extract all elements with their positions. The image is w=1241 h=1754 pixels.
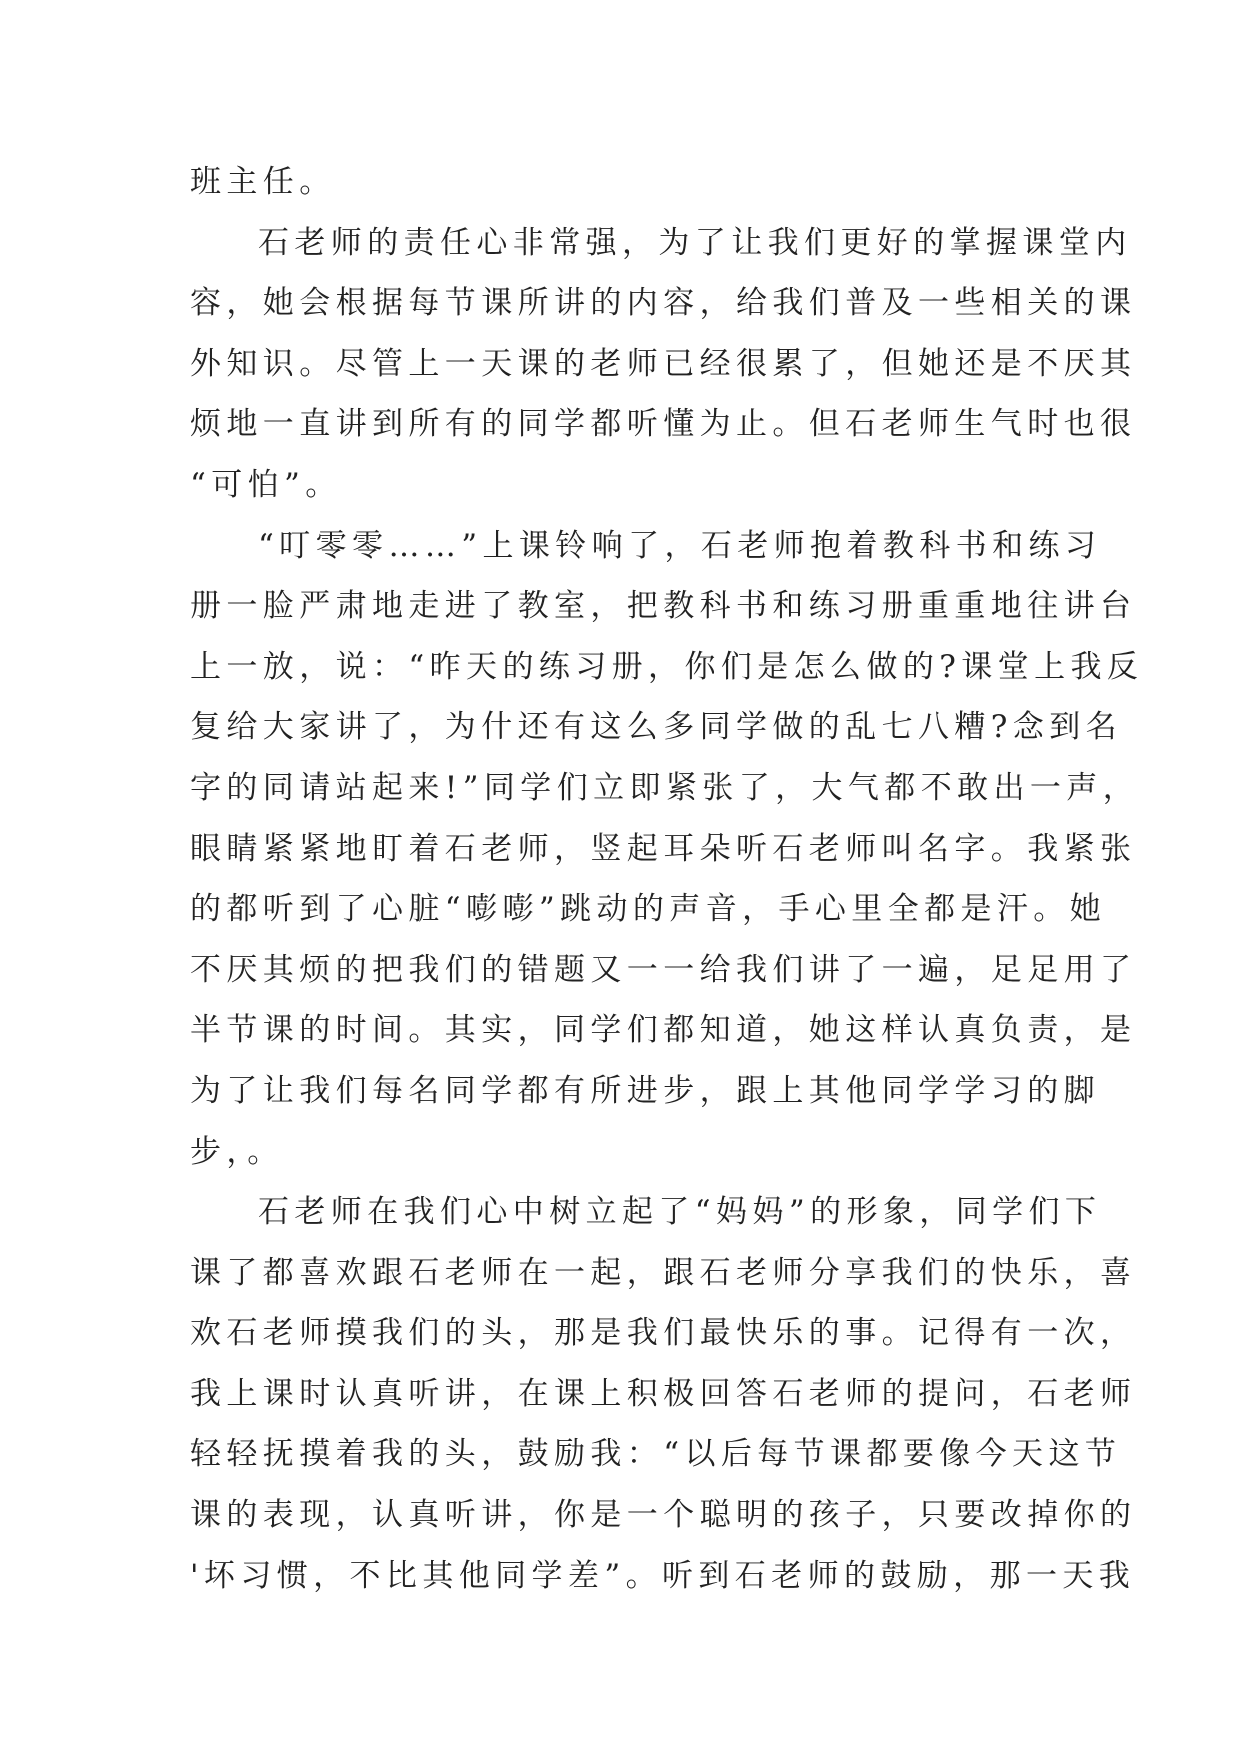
paragraph-first-line: 石老师在我们心中树立起了“妈妈”的形象，同学们下 — [258, 1194, 1102, 1231]
text-line: 课了都喜欢跟石老师在一起，跟石老师分享我们的快乐，喜 — [190, 1254, 1137, 1291]
text-line: 欢石老师摸我们的头，那是我们最快乐的事。记得有一次， — [190, 1315, 1137, 1352]
text-line: 字的同请站起来!”同学们立即紧张了，大气都不敢出一声， — [190, 769, 1140, 806]
text-line: 烦地一直讲到所有的同学都听懂为止。但石老师生气时也很 — [190, 406, 1137, 443]
text-line: 课的表现，认真听讲，你是一个聪明的孩子，只要改掉你的 — [190, 1497, 1137, 1534]
text-line: “可怕”。 — [190, 466, 342, 503]
paragraph-first-line: “叮零零……”上课铃响了，石老师抱着教科书和练习 — [258, 527, 1102, 564]
text-line: 轻轻抚摸着我的头，鼓励我：“以后每节课都要像今天这节 — [190, 1436, 1122, 1473]
text-line: 我上课时认真听讲，在课上积极回答石老师的提问，石老师 — [190, 1375, 1137, 1412]
text-line: 复给大家讲了，为什还有这么多同学做的乱七八糟?念到名 — [190, 709, 1123, 746]
text-line: 容，她会根据每节课所讲的内容，给我们普及一些相关的课 — [190, 285, 1137, 322]
text-line: 不厌其烦的把我们的错题又一一给我们讲了一遍，足足用了 — [190, 951, 1137, 988]
text-line: 班主任。 — [190, 164, 336, 200]
text-line: 半节课的时间。其实，同学们都知道，她这样认真负责，是 — [190, 1012, 1137, 1049]
text-line: 上一放，说：“昨天的练习册，你们是怎么做的?课堂上我反 — [190, 648, 1144, 685]
document-body — [190, 152, 1144, 1606]
text-line: 册一脸严肃地走进了教室，把教科书和练习册重重地往讲台 — [190, 588, 1137, 625]
text-line: 为了让我们每名同学都有所进步，跟上其他同学学习的脚 — [190, 1072, 1100, 1109]
text-line: '坏习惯，不比其他同学差”。听到石老师的鼓励，那一天我 — [190, 1557, 1136, 1594]
paragraph-first-line: 石老师的责任心非常强，为了让我们更好的掌握课堂内 — [258, 224, 1132, 261]
text-line: 步，。 — [190, 1133, 284, 1170]
text-line: 眼睛紧紧地盯着石老师，竖起耳朵听石老师叫名字。我紧张 — [190, 830, 1137, 867]
text-line: 的都听到了心脏“嘭嘭”跳动的声音，手心里全都是汗。她 — [190, 891, 1107, 928]
text-line: 外知识。尽管上一天课的老师已经很累了，但她还是不厌其 — [190, 345, 1137, 382]
